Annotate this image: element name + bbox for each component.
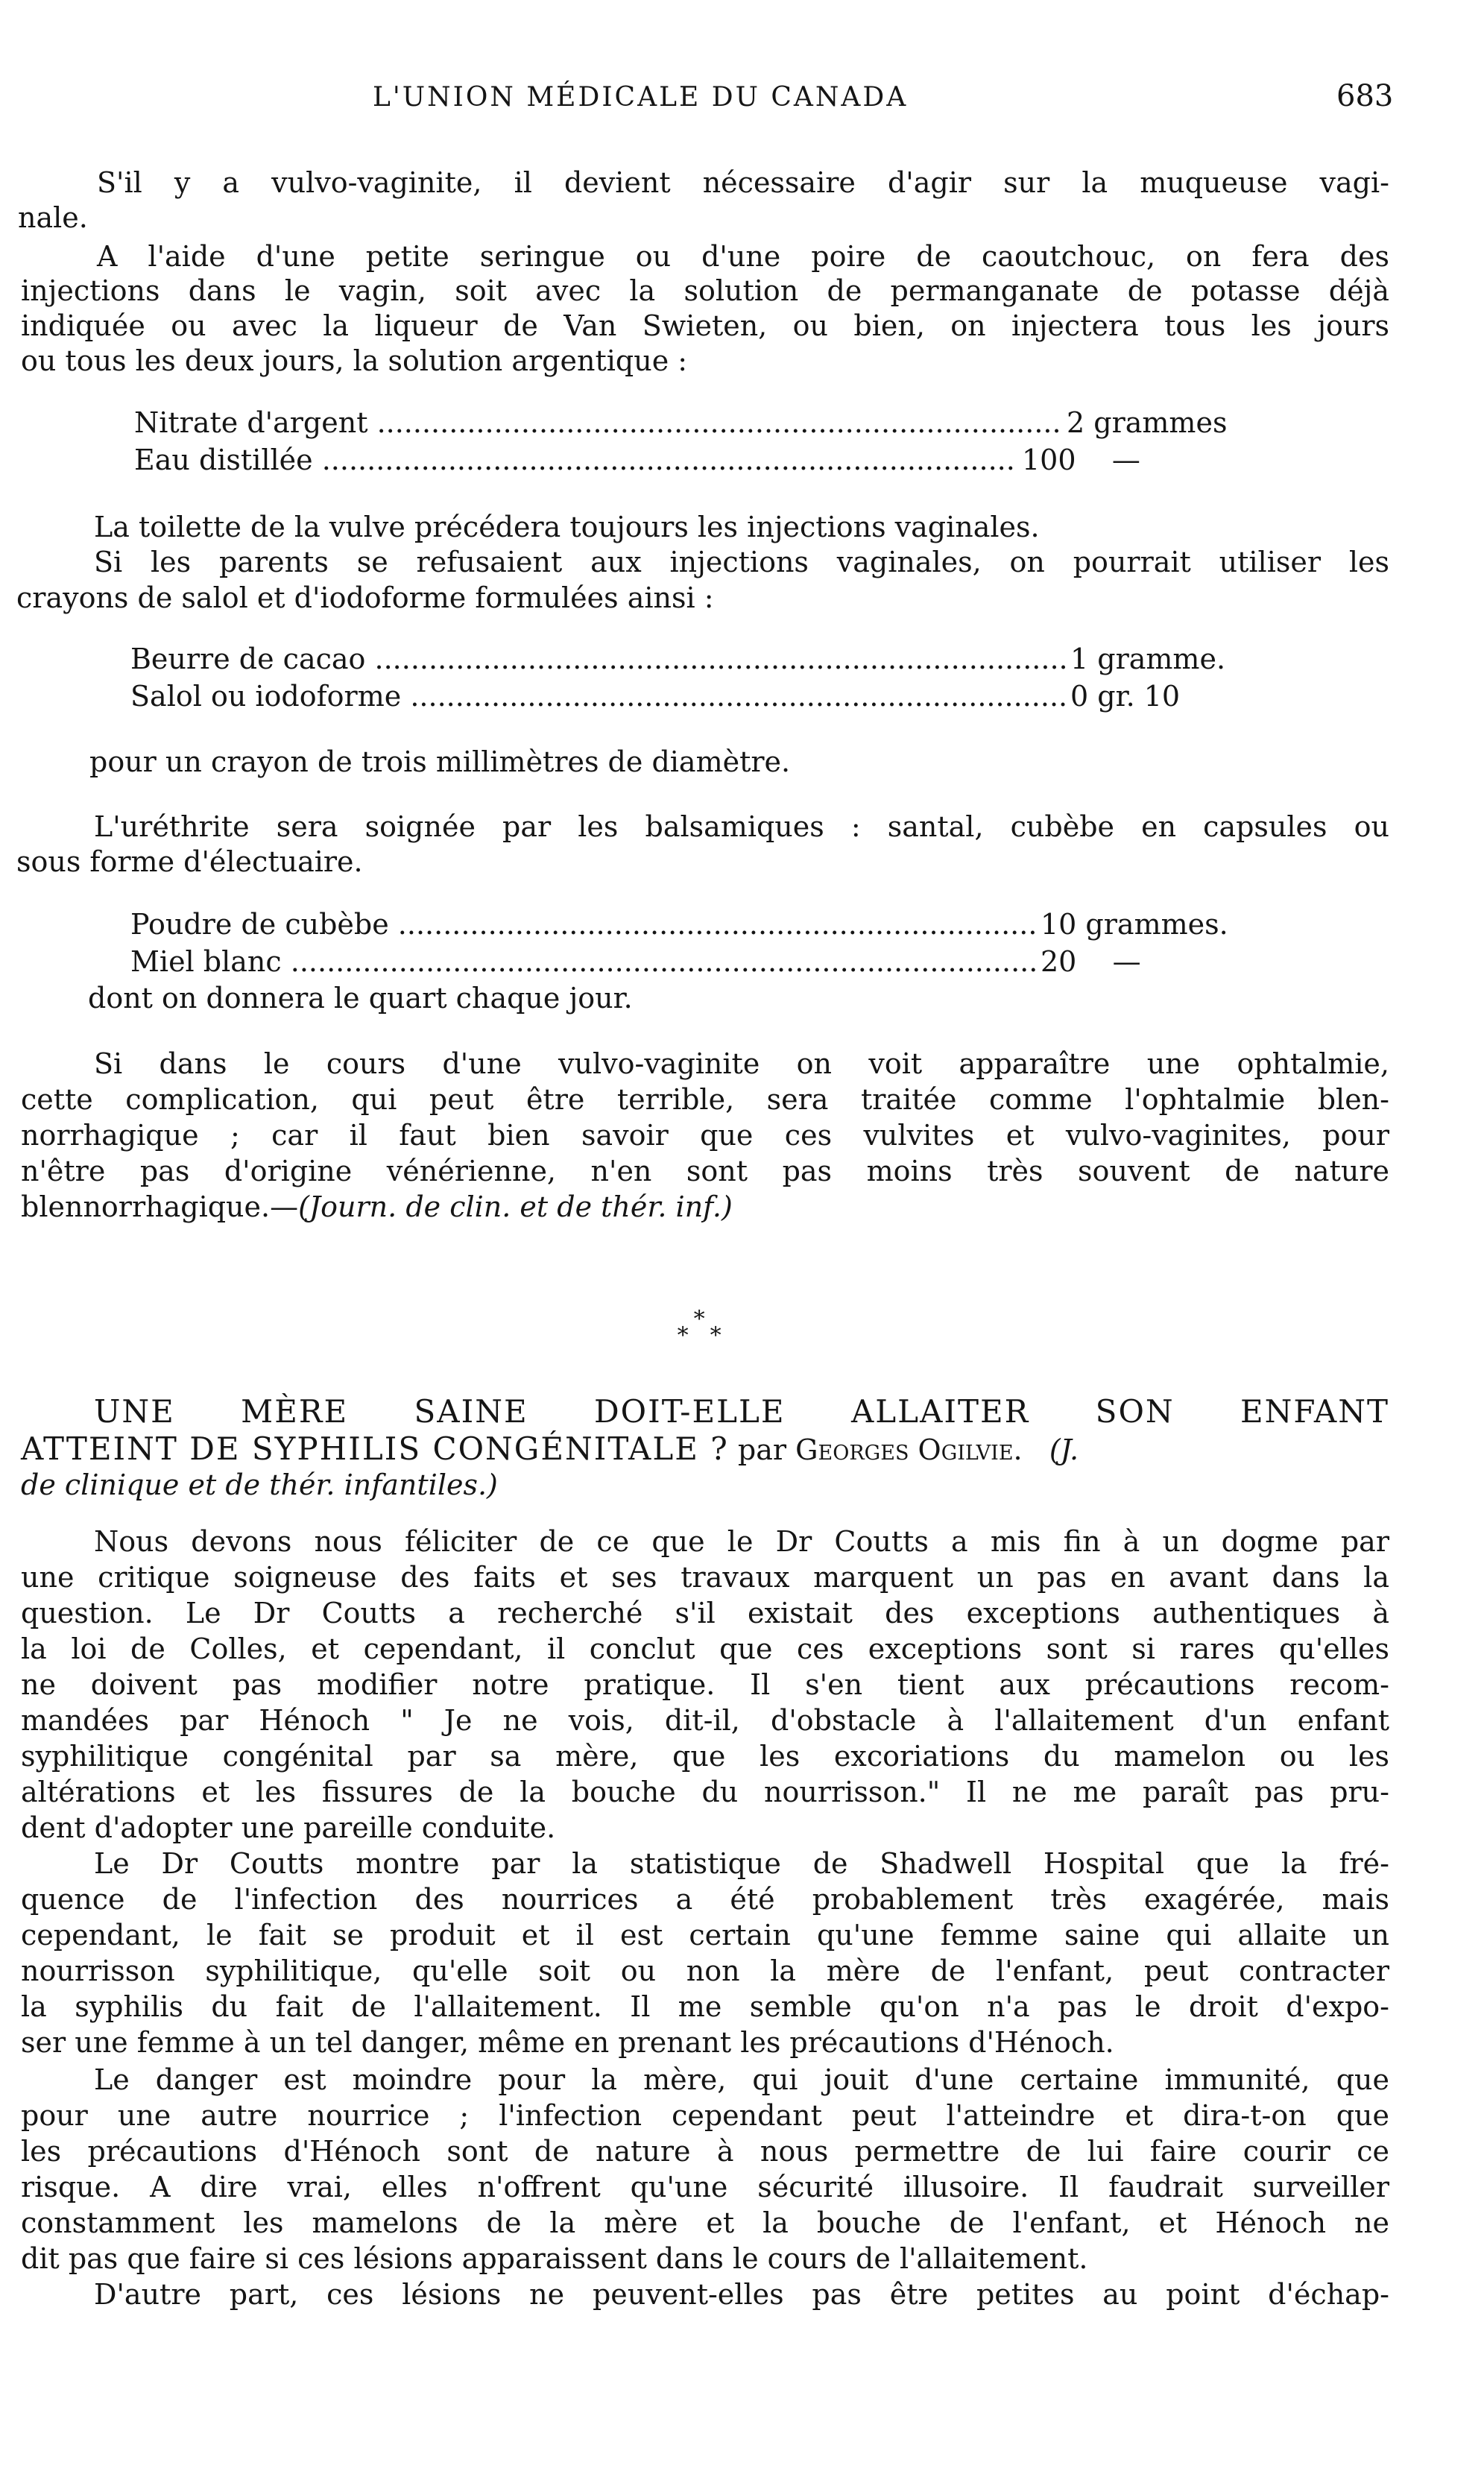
recipe-item-name: Poudre de cubèbe ..... — [130, 905, 1036, 944]
text-line: sous forme d'électuaire. — [16, 845, 363, 878]
text-line: syphilitique congénital par sa mère, que les excoriations du mamelon ou les — [21, 1740, 1389, 1773]
article-author: Georges Ogilvie. — [795, 1433, 1023, 1466]
asterism-separator — [671, 1301, 730, 1346]
text-line: mandées par Hénoch " Je ne vois, dit-il, d'obstacle à l'allaitement d'un enfant — [21, 1704, 1389, 1737]
recipe-item-name: Beurre de cacao ..... — [130, 640, 1066, 678]
text-line: quence de l'infection des nourrices a été probablement très exagérée, mais — [21, 1883, 1389, 1916]
journal-citation: (Journ. de clin. et de thér. inf.) — [298, 1190, 733, 1223]
asterisk-glyph: ∗ — [708, 1318, 724, 1344]
recipe-item-quantity: 10 grammes. — [1036, 905, 1228, 944]
text-line: A l'aide d'une petite seringue ou d'une poire de caoutchouc, on fera des — [97, 240, 1389, 273]
article-source: de clinique et de thér. infantiles.) — [21, 1468, 498, 1501]
text-line: nale. — [18, 201, 88, 234]
recipe-item-quantity: 20 — — [1036, 942, 1141, 981]
text-line: nourrisson syphilitique, qu'elle soit ou non la mère de l'enfant, peut contracter — [21, 1954, 1389, 1987]
asterisk-glyph: ∗ — [692, 1301, 707, 1328]
text-line: la syphilis du fait de l'allaitement. Il me semble qu'on n'a pas le droit d'expo- — [21, 1990, 1389, 2023]
text-line: n'être pas d'origine vénérienne, n'en sont pas moins très souvent de nature — [21, 1155, 1389, 1187]
recipe-item-quantity: 2 grammes — [1062, 403, 1227, 442]
text-line — [21, 1187, 733, 1226]
recipe-item-quantity: 1 gramme. — [1066, 640, 1225, 678]
page-number: 683 — [1336, 79, 1394, 113]
text-line: Si dans le cours d'une vulvo-vaginite on voit apparaître une ophtalmie, — [94, 1047, 1389, 1080]
text-line: pour un crayon de trois millimètres de diamètre. — [89, 745, 791, 778]
article-title-line: UNE MÈRE SAINE DOIT-ELLE ALLAITER SON ENFANT — [94, 1393, 1389, 1430]
article-title-caps: ATTEINT DE SYPHILIS CONGÉNITALE ? — [21, 1430, 729, 1467]
article-source: (J. — [1049, 1433, 1079, 1466]
text-line: ou tous les deux jours, la solution argentique : — [21, 344, 688, 377]
text-line: norrhagique ; car il faut bien savoir que ces vulvites et vulvo-vaginites, pour — [21, 1119, 1389, 1152]
text-line: dit pas que faire si ces lésions apparaissent dans le cours de l'allaitement. — [21, 2242, 1088, 2275]
text-line: Le Dr Coutts montre par la statistique de Shadwell Hospital que la fré- — [94, 1847, 1389, 1880]
text-line: cependant, le fait se produit et il est certain qu'une femme saine qui allaite un — [21, 1919, 1389, 1951]
text-line: La toilette de la vulve précédera toujours les injections vaginales. — [94, 511, 1040, 543]
text-line: la loi de Colles, et cependant, il conclut que ces exceptions sont si rares qu'elles — [21, 1632, 1389, 1665]
text-line: cette complication, qui peut être terrible, sera traitée comme l'ophtalmie blen- — [21, 1083, 1389, 1116]
text-line: L'uréthrite sera soignée par les balsamiques : santal, cubèbe en capsules ou — [94, 810, 1389, 843]
text-line: ne doivent pas modifier notre pratique. Il s'en tient aux précautions recom- — [21, 1668, 1389, 1701]
byline-par: par — [737, 1433, 787, 1466]
text-line: dent d'adopter une pareille conduite. — [21, 1811, 556, 1844]
recipe-item-quantity: 0 gr. 10 — [1066, 677, 1180, 716]
text-line: S'il y a vulvo-vaginite, il devient nécessaire d'agir sur la muqueuse vagi- — [97, 166, 1389, 199]
asterisk-glyph: ∗ — [675, 1318, 691, 1344]
recipe-item-name: Eau distillée ..... — [134, 441, 1017, 479]
text-line: question. Le Dr Coutts a recherché s'il existait des exceptions authentiques à — [21, 1597, 1389, 1629]
recipe-item-name: Miel blanc ..... — [130, 942, 1036, 981]
article-title-line — [21, 1430, 1389, 1469]
text-line: constamment les mamelons de la mère et la bouche de l'enfant, et Hénoch ne — [21, 2206, 1389, 2239]
text-line: Si les parents se refusaient aux injections vaginales, on pourrait utiliser les — [94, 546, 1389, 578]
recipe-item-quantity: 100 — — [1017, 441, 1140, 479]
text-line: D'autre part, ces lésions ne peuvent-elles pas être petites au point d'échap- — [94, 2278, 1389, 2311]
text-line: risque. A dire vrai, elles n'offrent qu'une sécurité illusoire. Il faudrait surveiller — [21, 2171, 1389, 2203]
recipe-item-name: Salol ou iodoforme ..... — [130, 677, 1066, 716]
text-line: une critique soigneuse des faits et ses travaux marquent un pas en avant dans la — [21, 1561, 1389, 1594]
text-line: pour une autre nourrice ; l'infection cependant peut l'atteindre et dira-t-on que — [21, 2099, 1389, 2132]
text-line: dont on donnera le quart chaque jour. — [88, 982, 633, 1015]
text-line: indiquée ou avec la liqueur de Van Swieten, ou bien, on injectera tous les jours — [21, 309, 1389, 342]
recipe-item-name: Nitrate d'argent ..... — [134, 403, 1062, 442]
text-line: altérations et les fissures de la bouche du nourrisson." Il ne me paraît pas pru- — [21, 1776, 1389, 1808]
text-line: les précautions d'Hénoch sont de nature à nous permettre de lui faire courir ce — [21, 2135, 1389, 2168]
text-line: crayons de salol et d'iodoforme formulées ainsi : — [16, 581, 714, 614]
text-line: Nous devons nous féliciter de ce que le Dr Coutts a mis fin à un dogme par — [94, 1525, 1389, 1558]
text-line: injections dans le vagin, soit avec la solution de permanganate de potasse déjà — [21, 274, 1389, 307]
text-line: ser une femme à un tel danger, même en prenant les précautions d'Hénoch. — [21, 2026, 1114, 2059]
text-fragment: blennorrhagique.— — [21, 1190, 299, 1223]
text-line: Le danger est moindre pour la mère, qui jouit d'une certaine immunité, que — [94, 2063, 1389, 2096]
running-title: L'UNION MÉDICALE DU CANADA — [373, 82, 909, 113]
